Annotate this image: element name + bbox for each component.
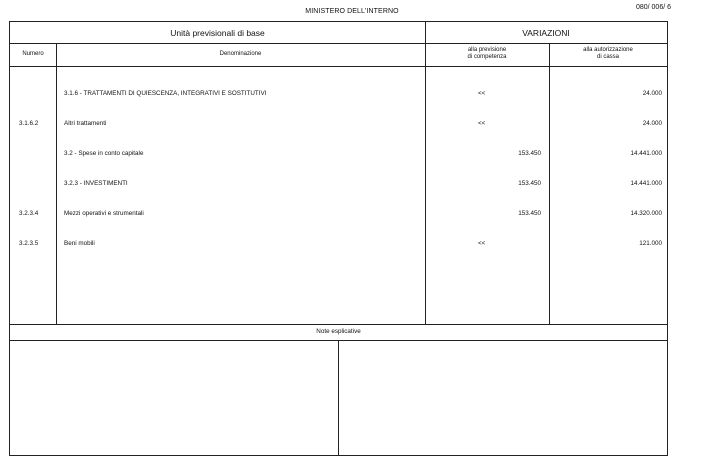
col-header-competenza <box>425 47 549 61</box>
ministry-title: MINISTERO DELL'INTERNO <box>305 8 399 15</box>
row-numero: 3.2.3.4 <box>19 210 39 217</box>
header-divider-2 <box>10 66 667 67</box>
row-cassa: 14.320.000 <box>630 210 662 217</box>
row-cassa: 121.000 <box>639 240 662 247</box>
row-competenza: << <box>478 90 486 97</box>
row-competenza: 153.450 <box>518 180 541 187</box>
row-denominazione: Altri trattamenti <box>64 120 107 127</box>
numero-col-divider <box>56 43 57 324</box>
row-cassa: 14.441.000 <box>630 180 662 187</box>
row-cassa: 24.000 <box>642 90 662 97</box>
col-header-competenza-line1: alla previsione <box>467 47 507 53</box>
notes-title: Note esplicative <box>316 328 361 335</box>
col-header-cassa-line2: di cassa <box>596 54 619 60</box>
row-competenza: 153.450 <box>518 150 541 157</box>
notes-right-box <box>339 341 667 455</box>
row-denominazione: Beni mobili <box>64 240 95 247</box>
body-bottom-divider <box>10 324 667 325</box>
col-header-cassa-line1: alla autorizzazione <box>583 47 633 53</box>
row-denominazione: Mezzi operativi e strumentali <box>64 210 144 217</box>
row-competenza: 153.450 <box>518 210 541 217</box>
col-header-cassa <box>549 47 667 61</box>
competenza-col-divider <box>549 43 550 324</box>
row-denominazione: 3.2.3 - INVESTIMENTI <box>64 180 128 187</box>
group-header-unita: Unità previsionali di base <box>170 28 265 38</box>
col-header-denominazione: Denominazione <box>219 51 262 57</box>
row-denominazione: 3.2 - Spese in conto capitale <box>64 150 144 157</box>
notes-left-box <box>10 341 338 455</box>
row-competenza: << <box>478 120 486 127</box>
header-divider-1 <box>10 43 667 44</box>
row-cassa: 14.441.000 <box>630 150 662 157</box>
row-numero: 3.1.6.2 <box>19 120 39 127</box>
group-header-variazioni: VARIAZIONI <box>522 28 570 38</box>
row-numero: 3.2.3.5 <box>19 240 39 247</box>
budget-table <box>9 21 668 456</box>
variazioni-divider <box>425 22 426 324</box>
row-cassa: 24.000 <box>642 120 662 127</box>
document-code: 080/ 006/ 6 <box>635 4 671 11</box>
row-competenza: << <box>478 240 486 247</box>
col-header-competenza-line2: di competenza <box>467 54 507 60</box>
row-denominazione: 3.1.6 - TRATTAMENTI DI QUIESCENZA, INTEGRATIVI E SOSTITUTIVI <box>64 90 267 97</box>
col-header-numero: Numero <box>22 51 44 57</box>
